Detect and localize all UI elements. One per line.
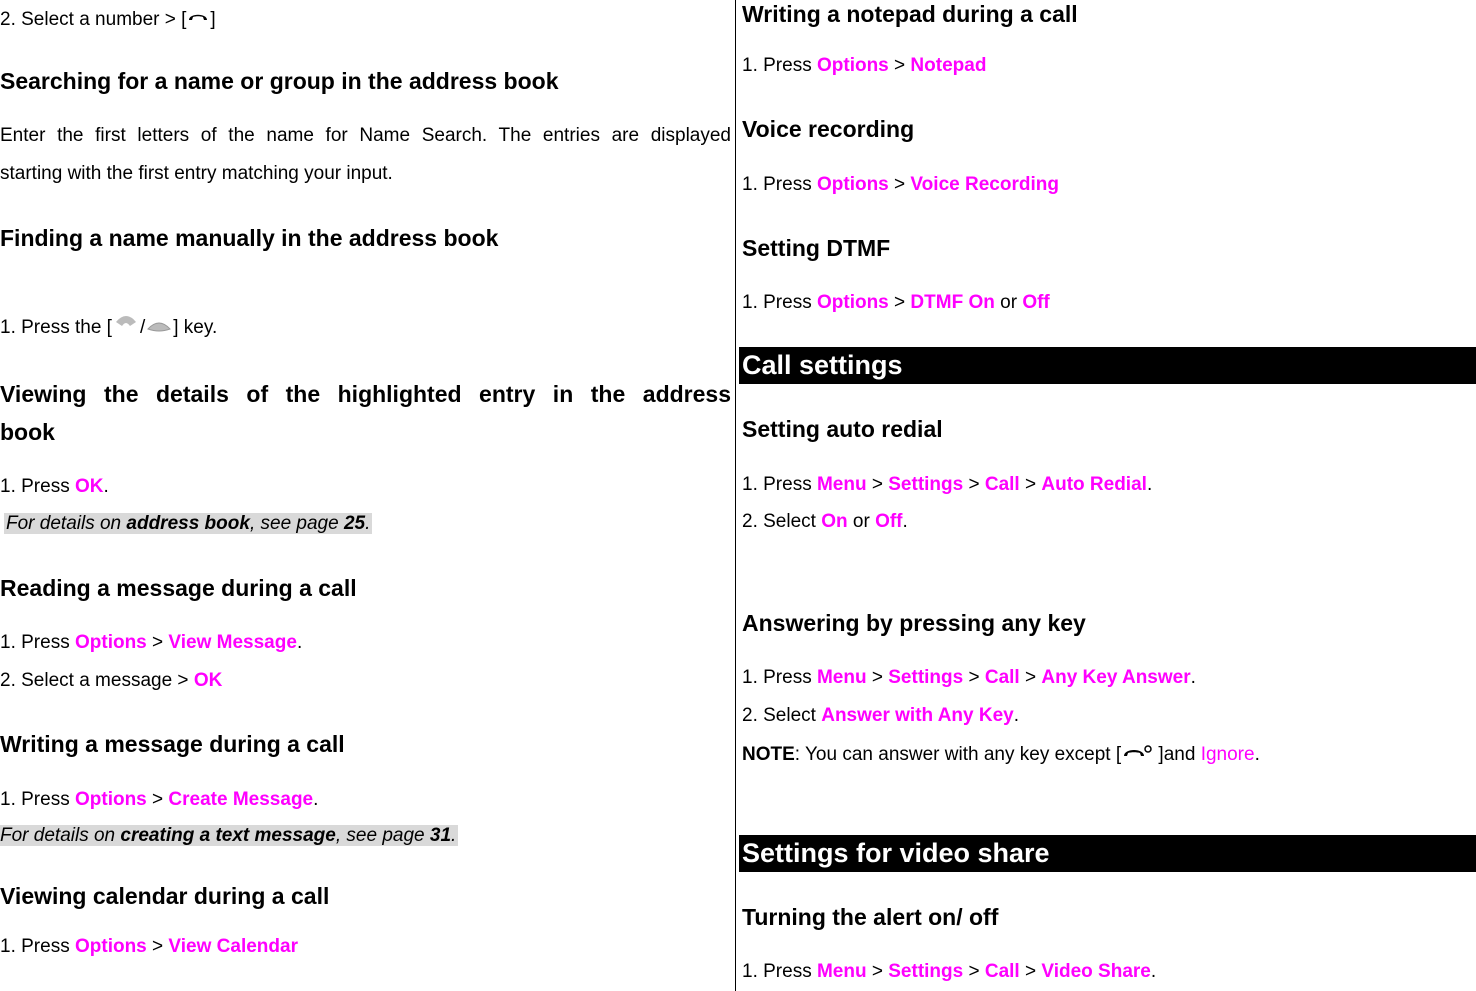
enter-paragraph-line2: starting with the first entry matching your input. — [0, 163, 393, 184]
calendar-step1: 1. Press Options > View Calendar — [0, 936, 298, 957]
note-address-book: For details on address book, see page 25. — [6, 513, 371, 534]
reading-step1: 1. Press Options > View Message. — [0, 632, 303, 653]
redial-step2: 2. Select On or Off. — [742, 511, 908, 532]
heading-viewing-line2: book — [0, 419, 55, 445]
heading-auto-redial: Setting auto redial — [742, 416, 943, 442]
select-number-line: 2. Select a number > [ ] — [0, 7, 216, 33]
anykey-note: NOTE: You can answer with any key except [ ]and Ignore. — [742, 742, 1260, 768]
heading-viewing-line1: Viewing the details of the highlighted entry in the address — [0, 381, 731, 407]
dtmf-step1: 1. Press Options > DTMF On or Off — [742, 292, 1050, 313]
heading-reading: Reading a message during a call — [0, 575, 357, 601]
writing-step1: 1. Press Options > Create Message. — [0, 789, 319, 810]
left-column — [0, 0, 731, 991]
heading-notepad: Writing a notepad during a call — [742, 1, 1078, 27]
heading-writing-message: Writing a message during a call — [0, 731, 345, 757]
nav-down-icon — [145, 314, 173, 342]
notepad-step1: 1. Press Options > Notepad — [742, 55, 987, 76]
voice-step1: 1. Press Options > Voice Recording — [742, 174, 1059, 195]
press-key-line: 1. Press the [ / ] key. — [0, 308, 217, 342]
phone-icon — [186, 7, 210, 33]
heading-voice: Voice recording — [742, 116, 915, 142]
enter-paragraph-line1: Enter the first letters of the name for Name Search. The entries are displayed — [0, 125, 731, 146]
heading-calendar: Viewing calendar during a call — [0, 883, 330, 909]
heading-finding: Finding a name manually in the address book — [0, 225, 499, 251]
anykey-step1: 1. Press Menu > Settings > Call > Any Key Answer. — [742, 667, 1196, 688]
right-column — [739, 0, 1476, 991]
heading-searching: Searching for a name or group in the address book — [0, 68, 559, 94]
heading-dtmf: Setting DTMF — [742, 235, 891, 261]
end-call-icon — [1121, 742, 1153, 768]
press-ok-line: 1. Press OK. — [0, 476, 109, 497]
anykey-step2: 2. Select Answer with Any Key. — [742, 705, 1020, 726]
reading-step2: 2. Select a message > OK — [0, 670, 223, 691]
heading-alert: Turning the alert on/ off — [742, 904, 999, 930]
section-band-call-settings: Call settings — [739, 347, 1476, 384]
select-number-text: 2. Select a number > [ — [0, 9, 187, 31]
redial-step1: 1. Press Menu > Settings > Call > Auto Redial. — [742, 474, 1153, 495]
column-divider — [735, 0, 736, 991]
video-step1: 1. Press Menu > Settings > Call > Video Share. — [742, 961, 1157, 982]
heading-any-key: Answering by pressing any key — [742, 610, 1086, 636]
nav-up-icon — [112, 308, 140, 342]
section-band-video-share: Settings for video share — [739, 835, 1476, 872]
note-text-message: For details on creating a text message, see page 31. — [0, 825, 457, 846]
